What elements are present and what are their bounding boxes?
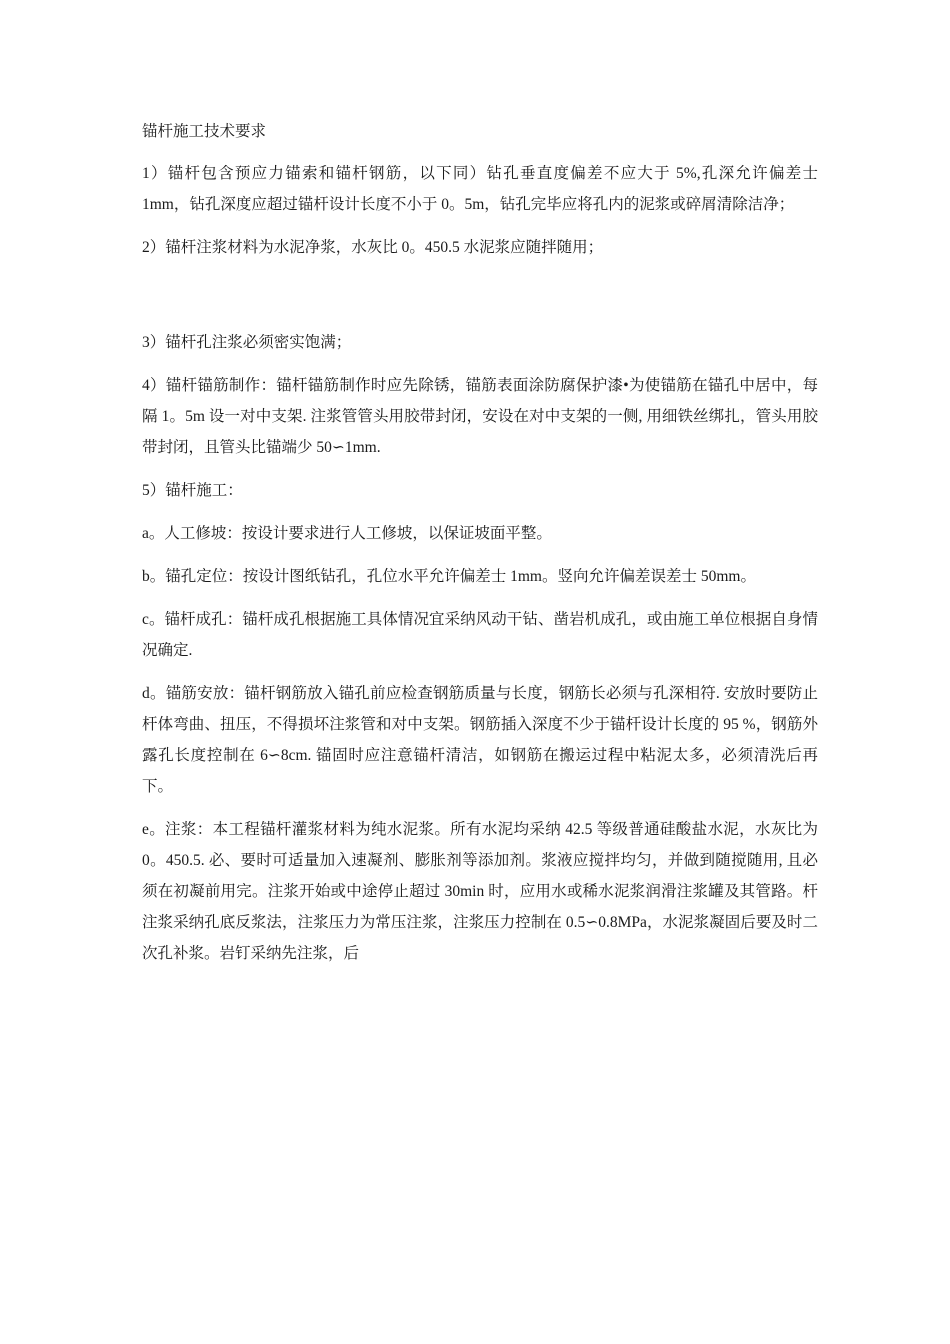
paragraph-4: 4）锚杆锚筋制作：锚杆锚筋制作时应先除锈，锚筋表面涂防腐保护漆•为使锚筋在锚孔中居中，每隔 1。5m 设一对中支架. 注浆管管头用胶带封闭，安设在对中支架的一侧, 用细铁丝绑扎，管头用胶带封闭，且管头比锚端少 50∽1mm. xyxy=(142,377,818,456)
paragraph-5c: c。锚杆成孔：锚杆成孔根据施工具体情况宜采纳风动干钻、凿岩机成孔，或由施工单位根据自身情况确定. xyxy=(142,611,818,659)
paragraph-5: 5）锚杆施工： xyxy=(142,482,243,499)
paragraph-5b: b。锚孔定位：按设计图纸钻孔，孔位水平允许偏差士 1mm。竖向允许偏差误差士 50mm。 xyxy=(142,568,756,585)
paragraph-2: 2）锚杆注浆材料为水泥净浆，水灰比 0。450.5 水泥浆应随拌随用； xyxy=(142,239,604,256)
paragraph-5e: e。注浆：本工程锚杆灌浆材料为纯水泥浆。所有水泥均采纳 42.5 等级普通硅酸盐水泥，水灰比为 0。450.5. 必、要时可适量加入速凝剂、膨胀剂等添加剂。浆液应搅拌均匀，并做到随搅随用, 且必须在初凝前用完。注浆开始或中途停止超过 30min 时，应用水或稀水泥浆润滑注浆罐及其管路。杆注浆采纳孔底反浆法，注浆压力为常压注浆，注浆压力控制在 0.5∽0.8MPa，水泥浆凝固后要及时二次孔补浆。岩钉采纳先注浆，后 xyxy=(142,821,818,962)
document-body xyxy=(142,116,818,981)
paragraph-1: 1）锚杆包含预应力锚索和锚杆钢筋，以下同）钻孔垂直度偏差不应大于 5%,孔深允许偏差士 1mm，钻孔深度应超过锚杆设计长度不小于 0。5m，钻孔完毕应将孔内的泥浆或碎屑清除洁净； xyxy=(142,165,818,213)
blank-spacer xyxy=(142,275,818,327)
paragraph-5a: a。人工修坡：按设计要求进行人工修坡，以保证坡面平整。 xyxy=(142,525,552,542)
paragraph-3: 3）锚杆孔注浆必须密实饱满； xyxy=(142,334,352,351)
document-title: 锚杆施工技术要求 xyxy=(142,123,267,140)
paragraph-5d: d。锚筋安放：锚杆钢筋放入锚孔前应检查钢筋质量与长度，钢筋长必须与孔深相符. 安放时要防止杆体弯曲、扭压，不得损坏注浆管和对中支架。钢筋插入深度不少于锚杆设计长度的 95 %，钢筋外露孔长度控制在 6∽8cm. 锚固时应注意锚杆清洁，如钢筋在搬运过程中粘泥太多，必须清洗后再下。 xyxy=(142,685,818,795)
